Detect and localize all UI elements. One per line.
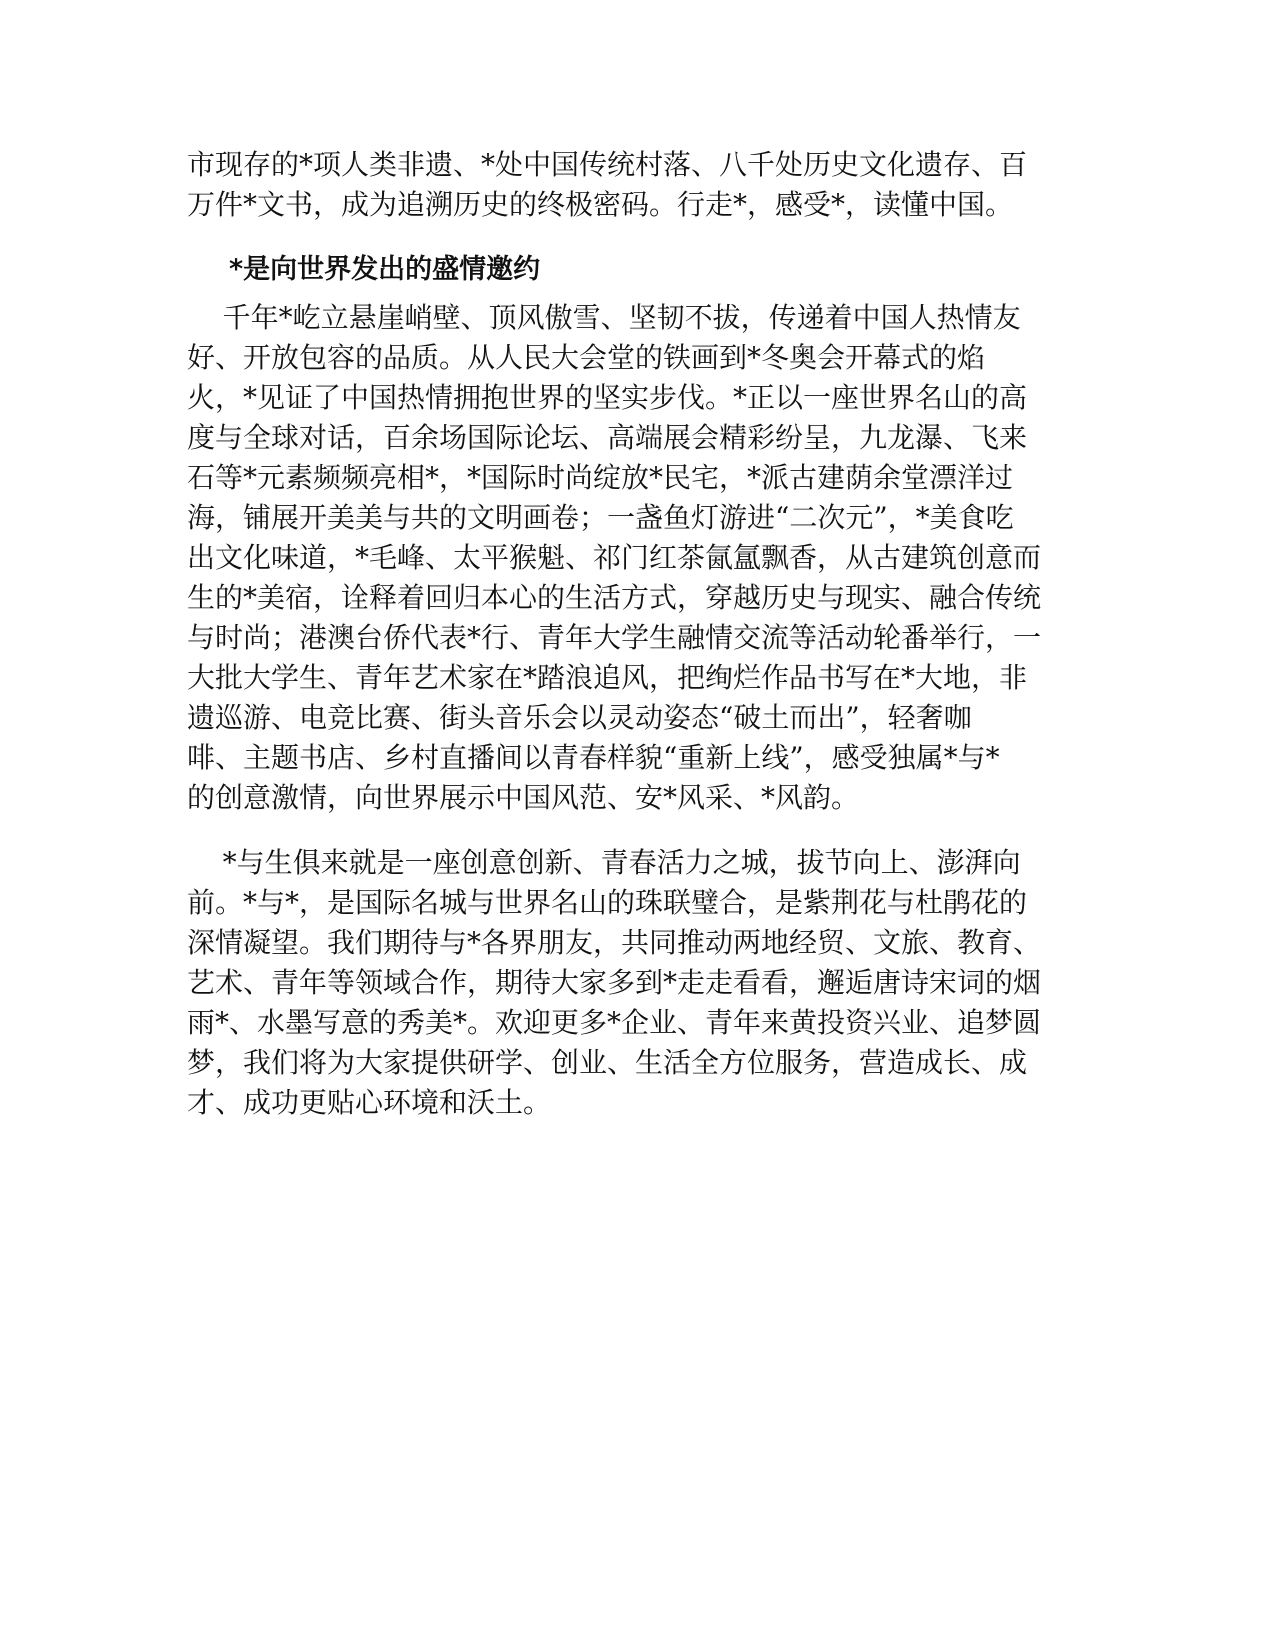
text-line: 市现存的*项人类非遗、*处中国传统村落、八千处历史文化遗存、百 — [187, 148, 1028, 181]
text-line: 火，*见证了中国热情拥抱世界的坚实步伐。*正以一座世界名山的高 — [187, 381, 1028, 414]
text-line: 石等*元素频频亮相*，*国际时尚绽放*民宅，*派古建荫余堂漂洋过 — [187, 461, 1014, 494]
text-line: 的创意激情，向世界展示中国风范、安*风采、*风韵。 — [187, 781, 860, 814]
text-line: 梦，我们将为大家提供研学、创业、生活全方位服务，营造成长、成 — [187, 1046, 1028, 1079]
text-line: 生的*美宿，诠释着回归本心的生活方式，穿越历史与现实、融合传统 — [187, 581, 1042, 614]
paragraph-invitation — [187, 298, 1071, 818]
paragraph-closing — [187, 843, 1071, 1123]
intro-paragraph — [187, 145, 1071, 225]
text-line: 遗巡游、电竞比赛、街头音乐会以灵动姿态“破土而出”，轻奢咖 — [187, 701, 972, 734]
text-line: 雨*、水墨写意的秀美*。欢迎更多*企业、青年来黄投资兴业、追梦圆 — [187, 1006, 1042, 1039]
text-line: 度与全球对话，百余场国际论坛、高端展会精彩纷呈，九龙瀑、飞来 — [187, 421, 1028, 454]
text-line: 深情凝望。我们期待与*各界朋友，共同推动两地经贸、文旅、教育、 — [187, 926, 1042, 959]
text-line: 与时尚；港澳台侨代表*行、青年大学生融情交流等活动轮番举行，一 — [187, 621, 1042, 654]
text-line: 好、开放包容的品质。从人民大会堂的铁画到*冬奥会开幕式的焰 — [187, 341, 986, 374]
text-line: 出文化味道，*毛峰、太平猴魁、祁门红茶氤氲飘香，从古建筑创意而 — [187, 541, 1042, 574]
section-heading: *是向世界发出的盛情邀约 — [229, 254, 541, 285]
text-line: 万件*文书，成为追溯历史的终极密码。行走*，感受*，读懂中国。 — [187, 188, 1014, 221]
text-line: 才、成功更贴心环境和沃土。 — [187, 1086, 552, 1119]
text-line: *与生俱来就是一座创意创新、青春活力之城，拔节向上、澎湃向 — [187, 846, 1021, 879]
text-line: 艺术、青年等领域合作，期待大家多到*走走看看，邂逅唐诗宋词的烟 — [187, 966, 1042, 999]
text-line: 啡、主题书店、乡村直播间以青春样貌“重新上线”，感受独属*与* — [187, 741, 1000, 774]
text-line: 千年*屹立悬崖峭壁、顶风傲雪、坚韧不拔，传递着中国人热情友 — [187, 301, 1021, 334]
text-line: 大批大学生、青年艺术家在*踏浪追风，把绚烂作品书写在*大地，非 — [187, 661, 1028, 694]
text-line: 海，铺展开美美与共的文明画卷；一盏鱼灯游进“二次元”，*美食吃 — [187, 501, 1014, 534]
text-line: 前。*与*，是国际名城与世界名山的珠联璧合，是紫荆花与杜鹃花的 — [187, 886, 1028, 919]
